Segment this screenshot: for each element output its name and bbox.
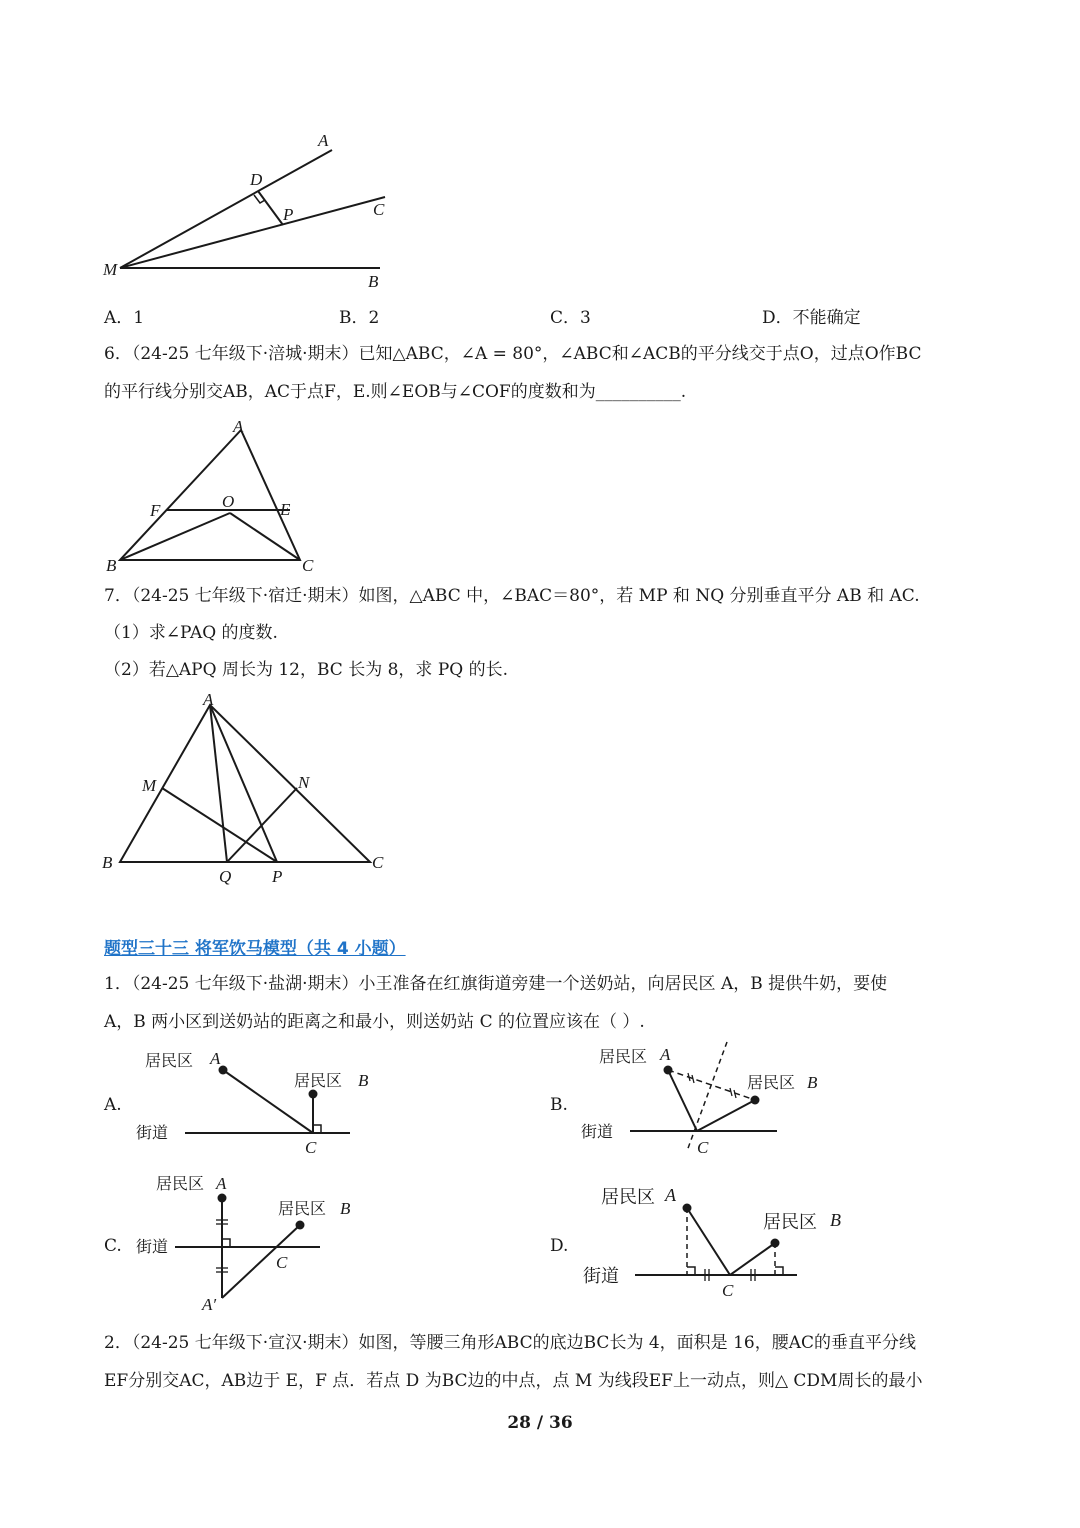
label-q: Q <box>219 867 232 886</box>
street-text: 街道 <box>583 1266 619 1287</box>
section-question-2-line-1: 2．（24-25 七年级下·宣汉·期末）如图，等腰三角形ABC的底边BC长为 4，面积是 16，腰AC的垂直平分线 <box>104 1333 916 1353</box>
label-a: A <box>318 131 329 150</box>
option-b: B．2 <box>339 308 380 328</box>
figure-angle-bisector <box>95 125 415 300</box>
street-text: 街道 <box>581 1122 614 1141</box>
section-question-1-line-2: A，B 两小区到送奶站的距离之和最小，则送奶站 C 的位置应该在（ ）. <box>104 1012 645 1032</box>
question-7-line-3: （2）若△APQ 周长为 12，BC 长为 8，求 PQ 的长. <box>104 660 509 680</box>
label-m: M <box>142 776 157 795</box>
question-7-line-2: （1）求∠PAQ 的度数. <box>104 623 278 643</box>
label-b: B <box>102 853 113 872</box>
section-question-1-line-1: 1．（24-25 七年级下·盐湖·期末）小王准备在红旗街道旁建一个送奶站，向居民区 A，B 提供牛奶，要使 <box>104 974 888 994</box>
label-a: A <box>216 1174 227 1193</box>
label-p: P <box>272 867 283 886</box>
choice-b-label: B. <box>550 1095 568 1115</box>
label-c: C <box>302 556 314 575</box>
question-7-line-1: 7．（24-25 七年级下·宿迁·期末）如图，△ABC 中，∠BAC＝80°，若 MP 和 NQ 分别垂直平分 AB 和 AC. <box>104 586 920 606</box>
label-f: F <box>150 501 161 520</box>
question-6-line-2: 的平行线分别交AB，AC于点F，E.则∠EOB与∠COF的度数和为__________. <box>104 382 687 402</box>
choice-c-figure <box>130 1170 370 1315</box>
option-d: D．不能确定 <box>762 308 861 328</box>
choice-a-figure <box>130 1040 369 1160</box>
label-c: C <box>372 853 384 872</box>
label-m: M <box>103 260 118 279</box>
choice-d-figure <box>575 1175 845 1305</box>
choice-d-label: D. <box>550 1236 569 1256</box>
residential-a-text: 居民区 <box>601 1187 655 1208</box>
residential-a-text: 居民区 <box>599 1047 648 1066</box>
street-text: 街道 <box>136 1237 169 1256</box>
label-o: O <box>222 492 235 511</box>
label-c: C <box>722 1281 734 1300</box>
residential-b-text: 居民区 <box>747 1073 796 1092</box>
label-b: B <box>368 272 379 291</box>
label-a: A <box>660 1045 671 1064</box>
label-c: C <box>276 1253 288 1272</box>
choice-c-label: C. <box>104 1236 122 1256</box>
label-a: A <box>203 690 214 709</box>
figure-triangle-parallel <box>100 415 330 575</box>
residential-b-text: 居民区 <box>763 1212 817 1233</box>
option-a: A．1 <box>104 308 145 328</box>
label-d: D <box>250 170 263 189</box>
label-b: B <box>830 1210 841 1230</box>
label-a: A <box>665 1185 676 1205</box>
label-c: C <box>697 1138 709 1157</box>
choice-a-label: A. <box>104 1095 122 1115</box>
label-b: B <box>358 1071 369 1090</box>
label-b: B <box>807 1073 818 1092</box>
label-b: B <box>340 1199 351 1218</box>
label-a: A <box>210 1049 221 1068</box>
label-a-prime: A′ <box>202 1295 217 1314</box>
residential-a-text: 居民区 <box>156 1174 205 1193</box>
question-6-line-1: 6．（24-25 七年级下·涪城·期末）已知△ABC，∠A = 80°，∠ABC和∠ACB的平分线交于点O，过点O作BC <box>104 344 922 364</box>
label-e: E <box>280 500 291 519</box>
section-question-2-line-2: EF分别交AC，AB边于 E，F 点．若点 D 为BC边的中点，点 M 为线段EF上一动点，则△ CDM周长的最小 <box>104 1371 923 1391</box>
label-n: N <box>298 773 310 792</box>
street-text: 街道 <box>136 1123 169 1142</box>
label-c: C <box>305 1138 317 1157</box>
label-a: A <box>233 417 244 436</box>
label-b: B <box>106 556 117 575</box>
page-number: 28 / 36 <box>507 1413 573 1433</box>
section-title: 题型三十三 将军饮马模型（共 4 小题） <box>104 939 406 959</box>
label-c: C <box>373 200 385 219</box>
choice-b-figure <box>575 1040 825 1160</box>
label-p: P <box>283 205 294 224</box>
residential-b-text: 居民区 <box>294 1071 343 1090</box>
residential-a-text: 居民区 <box>145 1051 194 1070</box>
option-c: C．3 <box>550 308 591 328</box>
residential-b-text: 居民区 <box>278 1199 327 1218</box>
figure-triangle-bisectors <box>100 690 400 890</box>
